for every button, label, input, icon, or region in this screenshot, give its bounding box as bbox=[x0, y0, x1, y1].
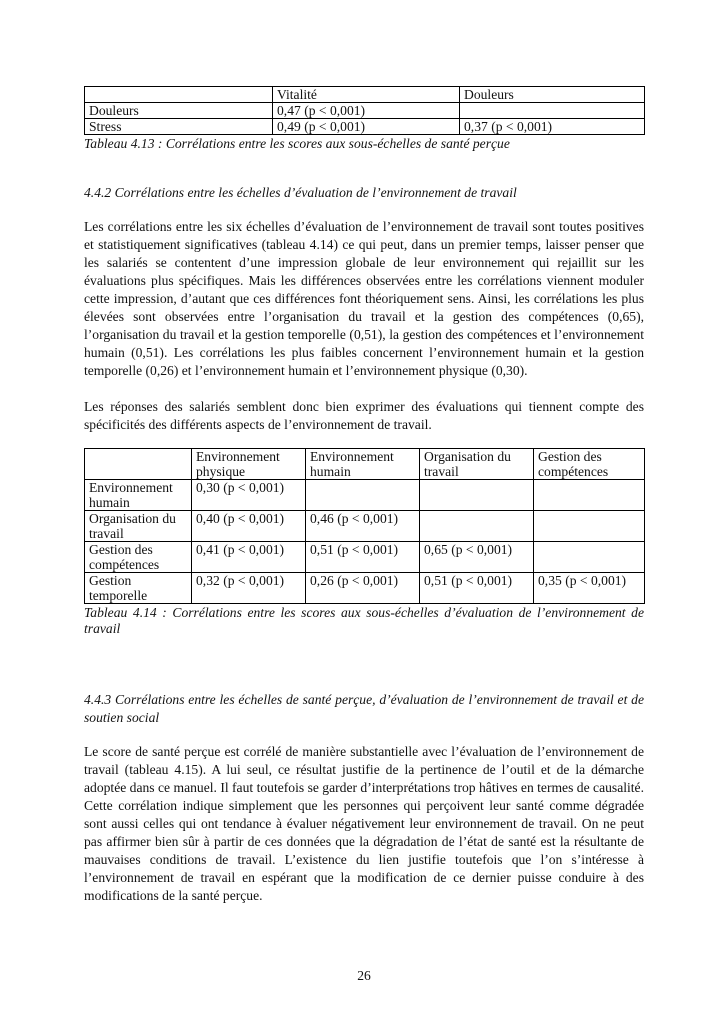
table-cell: 0,51 (p < 0,001) bbox=[420, 573, 534, 604]
table-row bbox=[85, 542, 645, 573]
table-cell: 0,32 (p < 0,001) bbox=[192, 573, 306, 604]
table-cell: 0,46 (p < 0,001) bbox=[306, 511, 420, 542]
table-header-row bbox=[85, 87, 645, 103]
table-row bbox=[85, 511, 645, 542]
table-row-label: Organisation du travail bbox=[85, 511, 192, 542]
table-caption: Tableau 4.13 : Corrélations entre les scores aux sous-échelles de santé perçue bbox=[84, 136, 510, 151]
table-cell: 0,26 (p < 0,001) bbox=[306, 573, 420, 604]
table-cell: Douleurs bbox=[85, 103, 273, 119]
table-row bbox=[85, 103, 645, 119]
table-row bbox=[85, 573, 645, 604]
table-cell bbox=[460, 103, 645, 119]
table-cell bbox=[420, 511, 534, 542]
page-content bbox=[84, 86, 644, 905]
table-cell bbox=[534, 542, 645, 573]
table-header-cell: Vitalité bbox=[273, 87, 460, 103]
table-header-cell: Douleurs bbox=[460, 87, 645, 103]
table-cell: 0,51 (p < 0,001) bbox=[306, 542, 420, 573]
table-header-cell bbox=[85, 87, 273, 103]
table-cell: 0,37 (p < 0,001) bbox=[460, 119, 645, 135]
table-header-cell: Environnement physique bbox=[192, 449, 306, 480]
table-cell: Stress bbox=[85, 119, 273, 135]
table-cell bbox=[534, 511, 645, 542]
table-cell: 0,40 (p < 0,001) bbox=[192, 511, 306, 542]
section-heading: 4.4.2 Corrélations entre les échelles d’évaluation de l’environnement de travail bbox=[84, 185, 517, 200]
table-4-14 bbox=[84, 448, 645, 604]
table-row-label: Gestion temporelle bbox=[85, 573, 192, 604]
table-cell: 0,35 (p < 0,001) bbox=[534, 573, 645, 604]
table-header-cell bbox=[85, 449, 192, 480]
table-row bbox=[85, 119, 645, 135]
table-cell bbox=[306, 480, 420, 511]
table-cell bbox=[420, 480, 534, 511]
table-4-13 bbox=[84, 86, 645, 135]
table-cell bbox=[534, 480, 645, 511]
table-caption: Tableau 4.14 : Corrélations entre les scores aux sous-échelles d’évaluation de l’environnement de travail bbox=[84, 605, 644, 636]
table-cell: 0,49 (p < 0,001) bbox=[273, 119, 460, 135]
section-heading: 4.4.3 Corrélations entre les échelles de santé perçue, d’évaluation de l’environnement de travail et de soutien social bbox=[84, 692, 644, 725]
table-header-row bbox=[85, 449, 645, 480]
table-cell: 0,65 (p < 0,001) bbox=[420, 542, 534, 573]
paragraph: Les corrélations entre les six échelles d’évaluation de l’environnement de travail sont toutes positives et statistiquement significatives (tableau 4.14) ce qui peut, dans un premier temps, laisser penser que les salariés se contentent d’une impression globale de leur environnement qui rejaillit sur les évaluations plus spécifiques. Mais les différences observées entre les corrélations viennent moduler cette impression, d’autant que ces différences font théoriquement sens. Ainsi, les corrélations les plus élevées sont observées entre l’organisation du travail et la gestion des compétences (0,65), l’organisation du travail et la gestion temporelle (0,51), la gestion des compétences et l’environnement humain (0,51). Les corrélations les plus faibles concernent l’environnement humain et la gestion temporelle (0,26) et l’environnement humain et l’environnement physique (0,30). bbox=[84, 219, 644, 378]
table-row-label: Environnement humain bbox=[85, 480, 192, 511]
table-header-cell: Organisation du travail bbox=[420, 449, 534, 480]
table-cell: 0,41 (p < 0,001) bbox=[192, 542, 306, 573]
paragraph: Le score de santé perçue est corrélé de manière substantielle avec l’évaluation de l’environnement de travail (tableau 4.15). A lui seul, ce résultat justifie de la pertinence de l’outil et de la démarche adoptée dans ce manuel. Il faut toutefois se garder d’interprétations trop hâtives en termes de causalité. Cette corrélation indique simplement que les personnes qui perçoivent leur santé comme dégradée sont aussi celles qui ont tendance à évaluer négativement leur environnement de travail. On ne peut pas affirmer bien sûr à partir de ces données que la dégradation de l’état de santé est la résultante de mauvaises conditions de travail. L’existence du lien justifie toutefois que l’on s’intéresse à l’environnement de travail en espérant que la modification de ce dernier puisse conduire à des modifications de la santé perçue. bbox=[84, 744, 644, 903]
table-row-label: Gestion des compétences bbox=[85, 542, 192, 573]
table-header-cell: Gestion des compétences bbox=[534, 449, 645, 480]
table-cell: 0,30 (p < 0,001) bbox=[192, 480, 306, 511]
paragraph: Les réponses des salariés semblent donc bien exprimer des évaluations qui tiennent compte des spécificités des différents aspects de l’environnement de travail. bbox=[84, 399, 644, 432]
table-header-cell: Environnement humain bbox=[306, 449, 420, 480]
page-number: 26 bbox=[357, 968, 371, 983]
table-cell: 0,47 (p < 0,001) bbox=[273, 103, 460, 119]
table-row bbox=[85, 480, 645, 511]
